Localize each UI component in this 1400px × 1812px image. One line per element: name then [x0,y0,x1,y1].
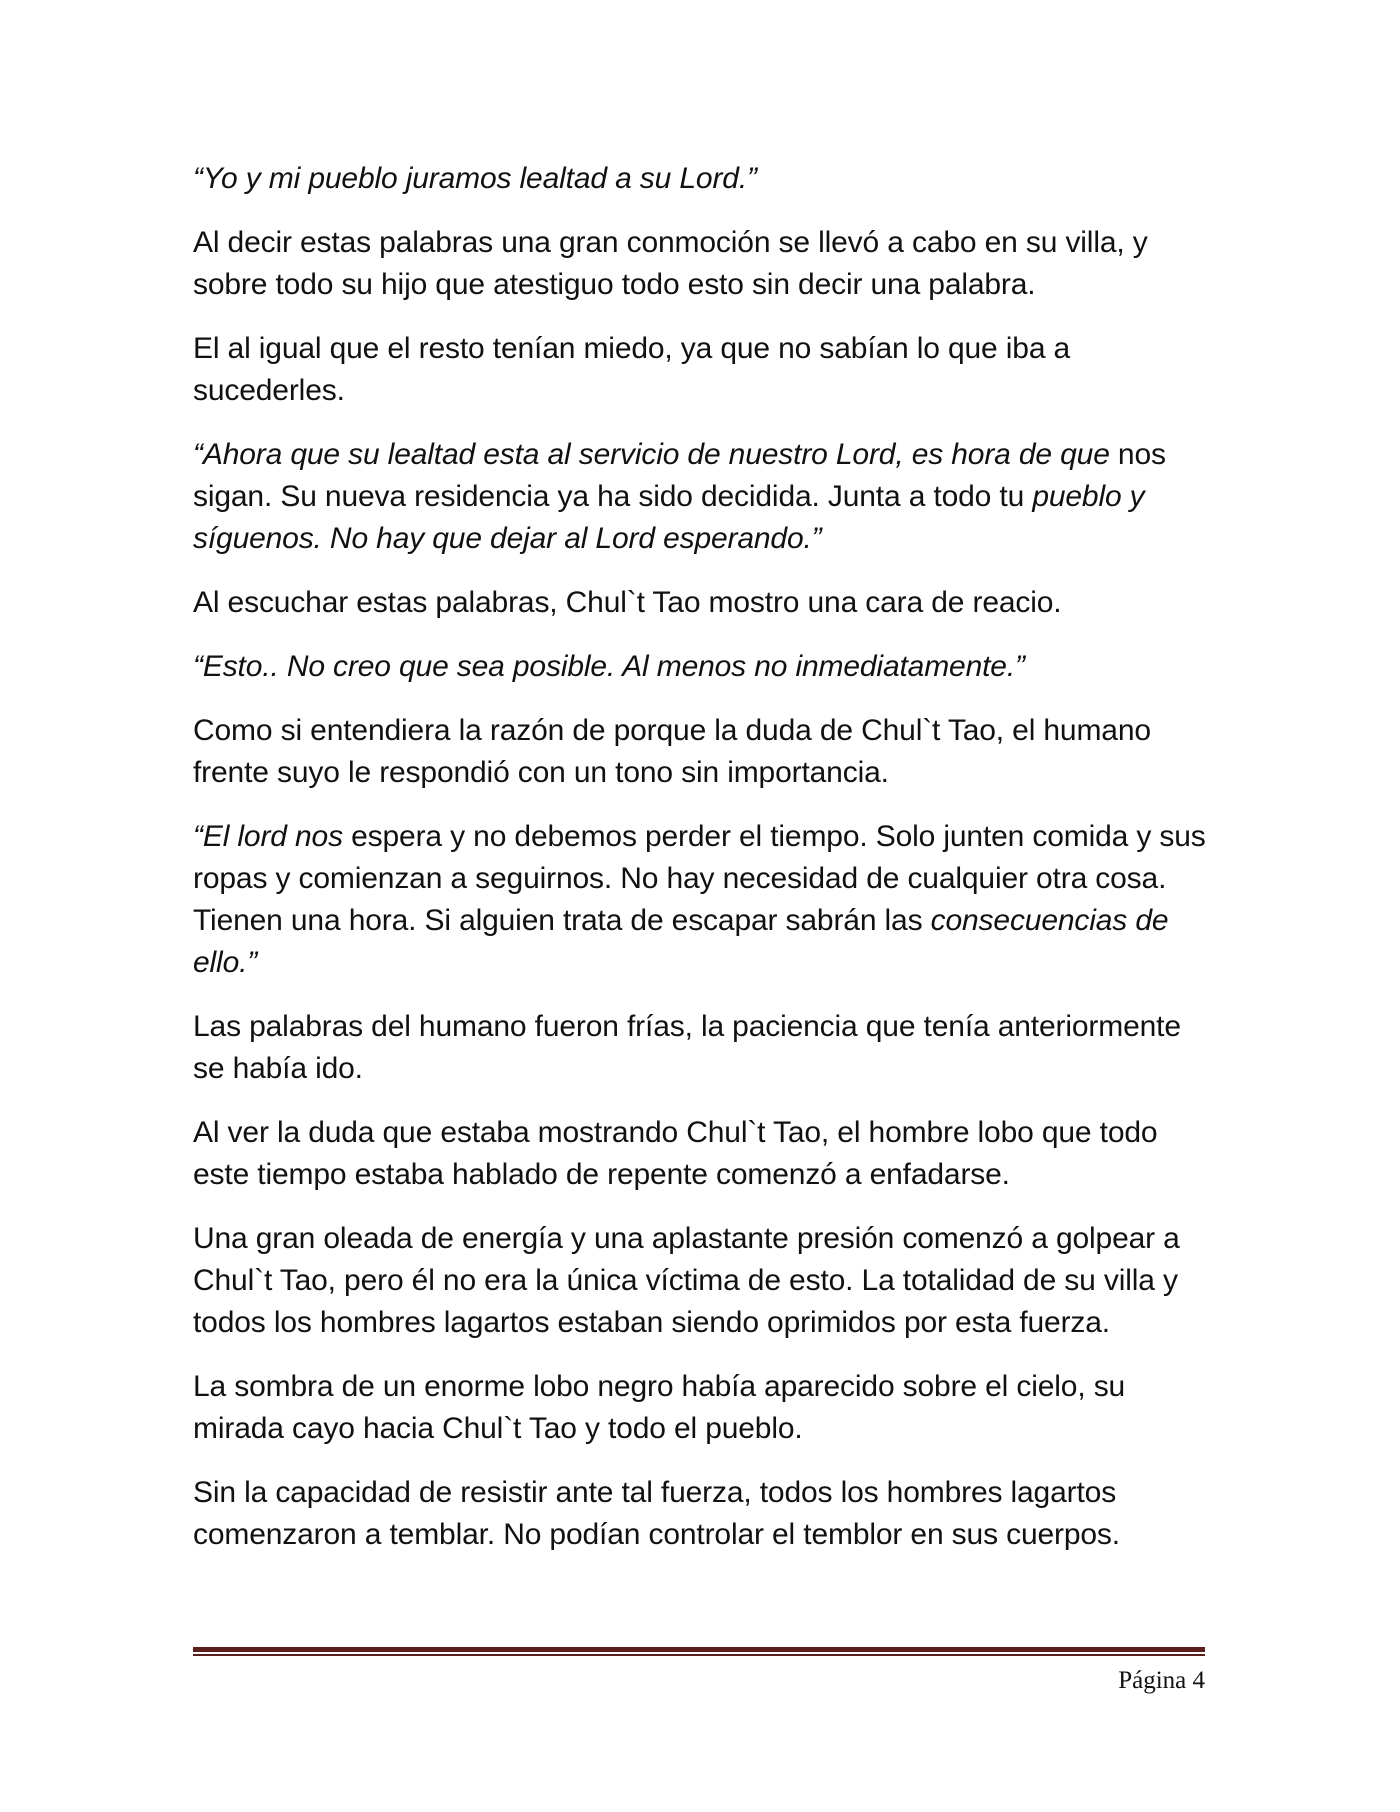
paragraph-text: La sombra de un enorme lobo negro había aparecido sobre el cielo, su mirada cayo hacia Chul`t Tao y todo el pueblo. [193,1370,1126,1445]
page-footer [193,1647,1205,1694]
paragraph-2 [193,222,1213,306]
paragraph-text: “Esto.. No creo que sea posible. Al menos no inmediatamente.” [193,650,1025,683]
paragraph-text: Las palabras del humano fueron frías, la paciencia que tenía anteriormente se había ido. [193,1010,1181,1085]
paragraph-text: Sin la capacidad de resistir ante tal fuerza, todos los hombres lagartos comenzaron a temblar. No podían controlar el temblor en sus cuerpos. [193,1476,1120,1551]
paragraph-text: espera y no debemos perder el tiempo. Solo junten comida y sus ropas y comienzan a seguirnos. No hay necesidad de cualquier otra cosa. Tienen una hora. Si alguien trata de escapar sabrán las [193,820,1206,937]
document-body [193,158,1213,1578]
paragraph-8 [193,816,1213,984]
paragraph-5 [193,582,1213,624]
paragraph-text: Una gran oleada de energía y una aplastante presión comenzó a golpear a Chul`t Tao, pero él no era la única víctima de esto. La totalidad de su villa y todos los hombres lagartos estaban siendo oprimidos por esta fuerza. [193,1222,1180,1339]
paragraph-text: Como si entendiera la razón de porque la duda de Chul`t Tao, el humano frente suyo le respondió con un tono sin importancia. [193,714,1151,789]
paragraph-4 [193,434,1213,560]
paragraph-13 [193,1472,1213,1556]
paragraph-3 [193,328,1213,412]
paragraph-11 [193,1218,1213,1344]
paragraph-10 [193,1112,1213,1196]
paragraph-text: “Yo y mi pueblo juramos lealtad a su Lord.” [193,162,757,195]
paragraph-6 [193,646,1213,688]
paragraph-text-italic: pueblo y síguenos. No hay que dejar al Lord esperando.” [193,480,1145,555]
paragraph-7 [193,710,1213,794]
paragraph-text-italic: “Ahora que su lealtad esta al servicio de nuestro Lord, es hora de que [193,438,1110,471]
paragraph-12 [193,1366,1213,1450]
paragraph-text: Al escuchar estas palabras, Chul`t Tao mostro una cara de reacio. [193,586,1062,619]
paragraph-text: El al igual que el resto tenían miedo, ya que no sabían lo que iba a sucederles. [193,332,1071,407]
paragraph-1 [193,158,1213,200]
paragraph-text: Al ver la duda que estaba mostrando Chul`t Tao, el hombre lobo que todo este tiempo estaba hablado de repente comenzó a enfadarse. [193,1116,1158,1191]
paragraph-text: nos sigan. Su nueva residencia ya ha sido decidida. Junta a todo tu [193,438,1166,513]
footer-rule-thin [193,1654,1205,1656]
page-number: Página 4 [1118,1667,1205,1694]
paragraph-9 [193,1006,1213,1090]
paragraph-text: Al decir estas palabras una gran conmoción se llevó a cabo en su villa, y sobre todo su hijo que atestiguo todo esto sin decir una palabra. [193,226,1148,301]
paragraph-text-italic: consecuencias de ello.” [193,904,1169,979]
paragraph-text-italic: “El lord nos [193,820,343,853]
